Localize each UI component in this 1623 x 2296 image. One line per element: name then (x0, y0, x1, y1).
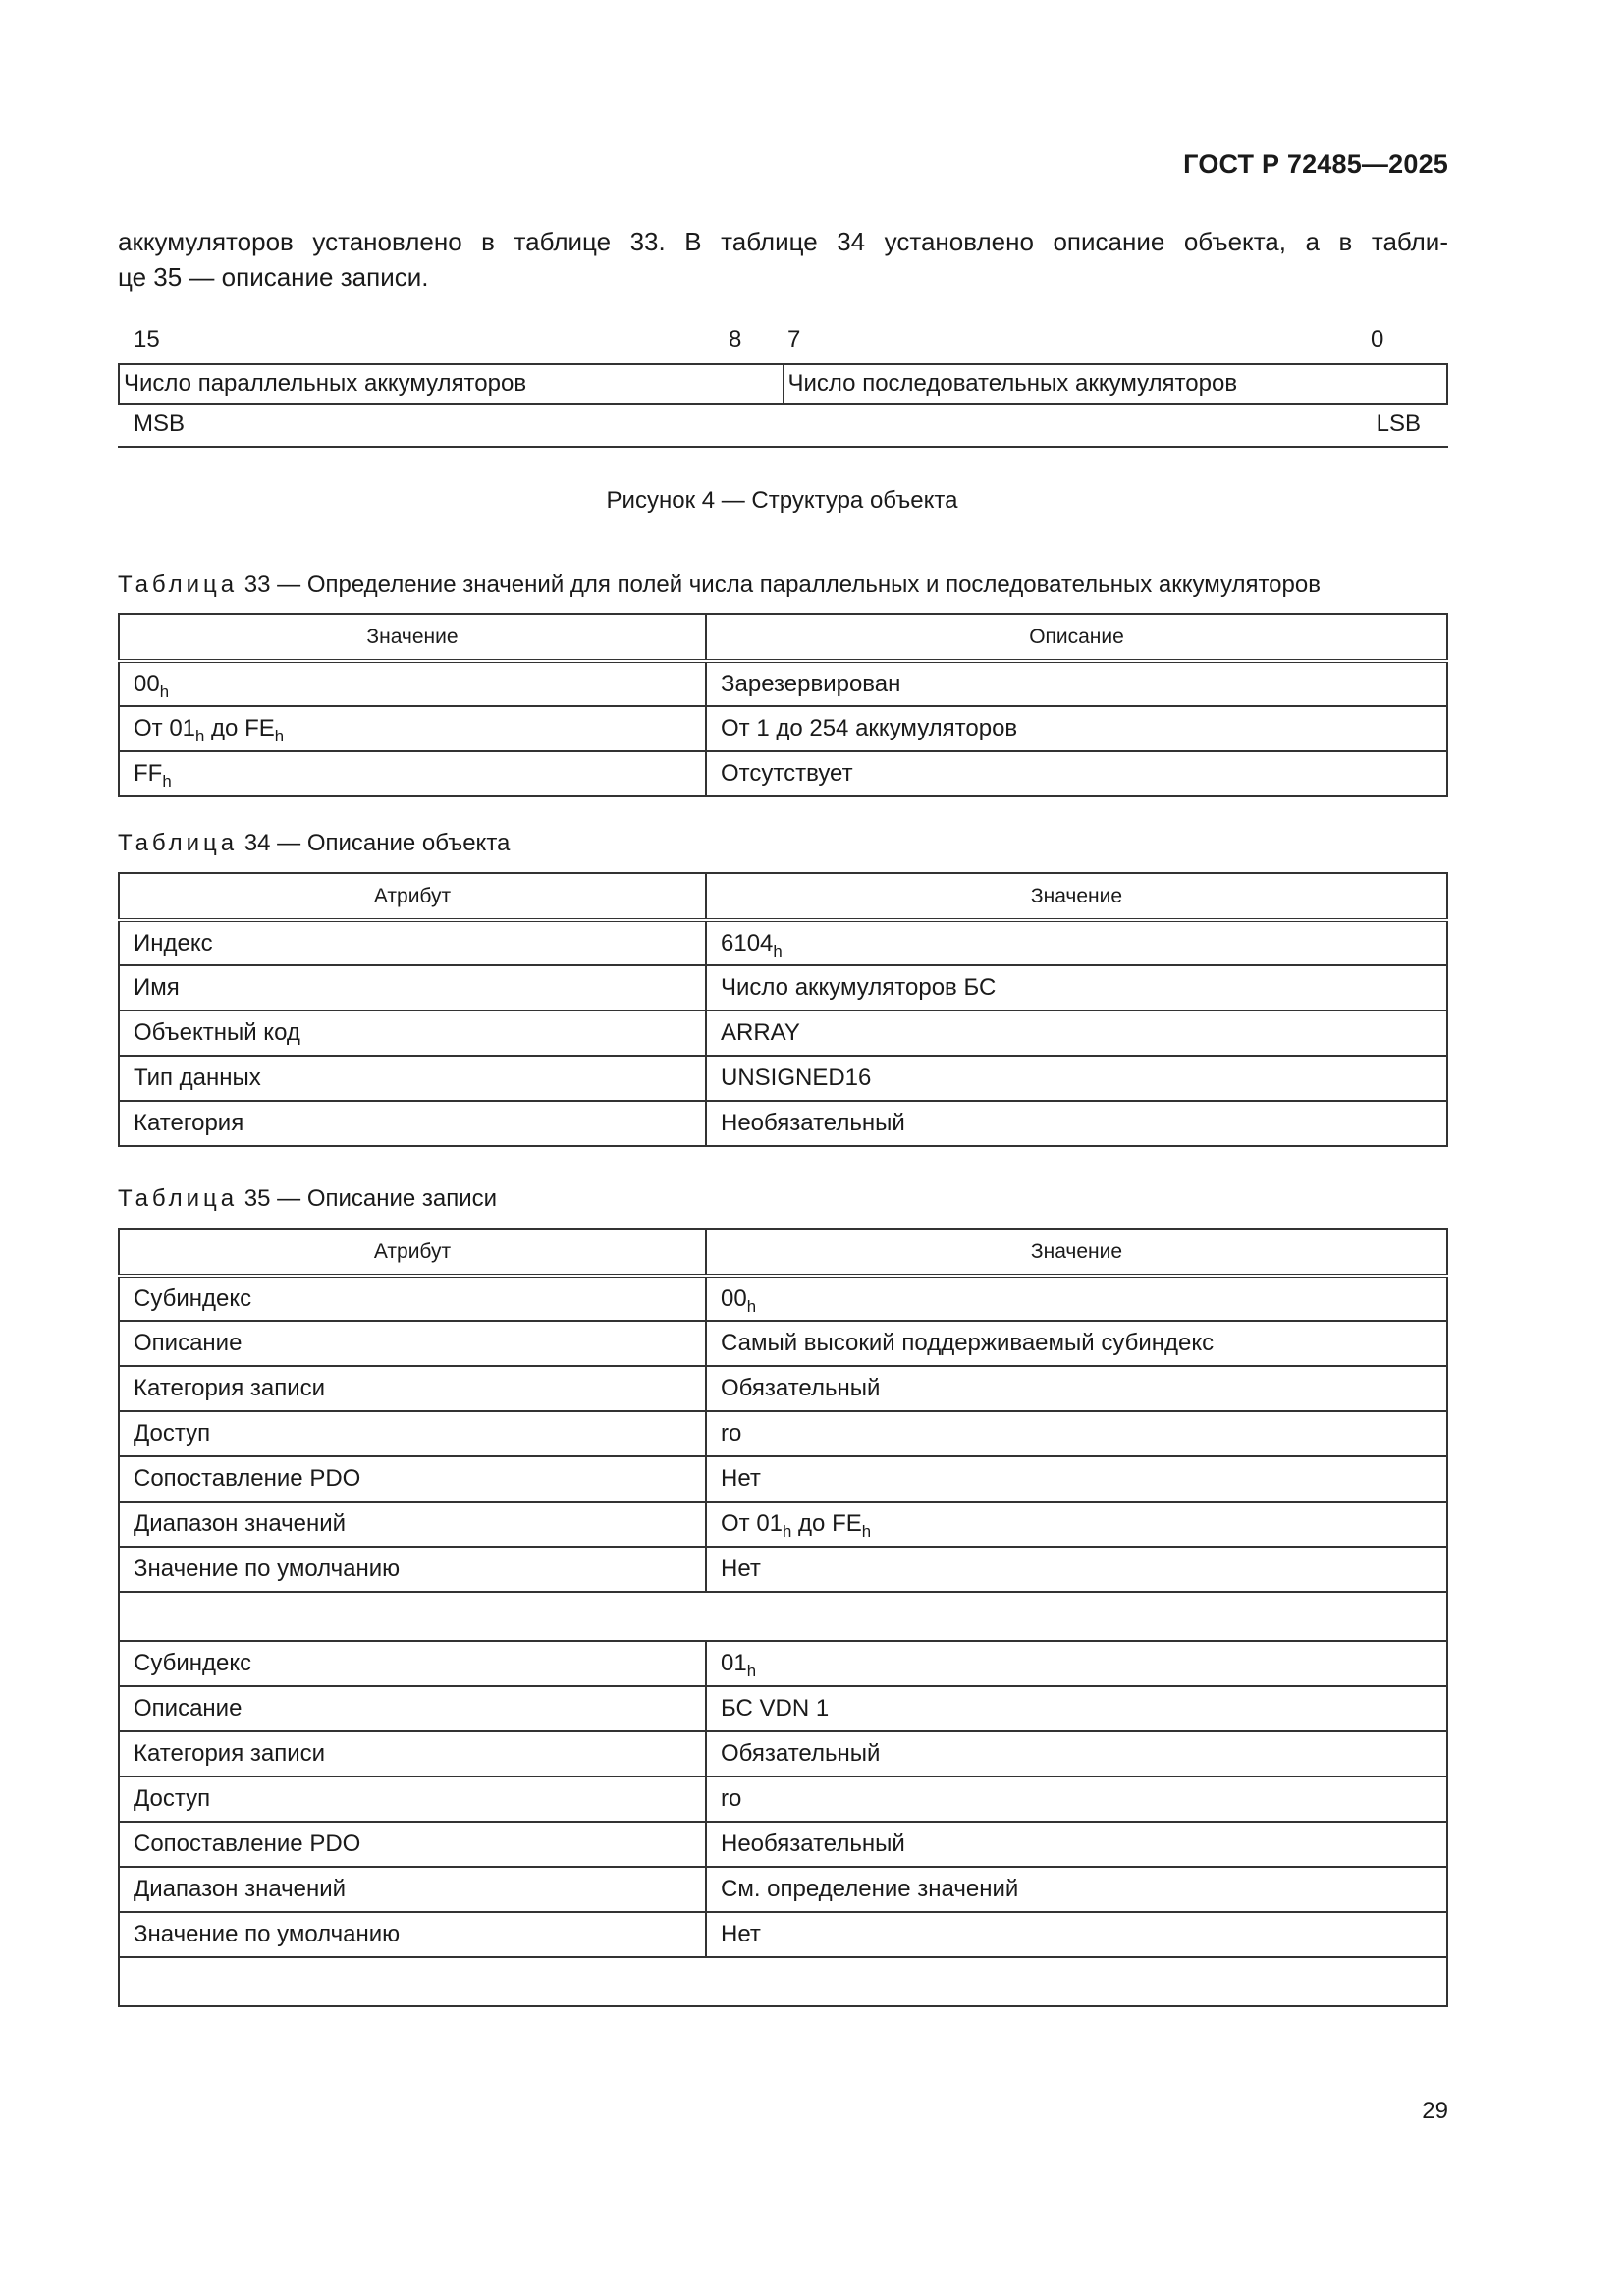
table-word: Таблица (118, 1185, 239, 1212)
value-cell: $6104_h$ (706, 920, 1447, 965)
header-cell: Атрибут (119, 873, 706, 920)
attribute-cell: Описание (119, 1321, 706, 1366)
intro-paragraph (118, 224, 1448, 295)
separator-row (119, 1957, 1447, 2006)
description-cell: Зарезервирован (706, 661, 1447, 706)
value-cell: $01_h$ (706, 1641, 1447, 1686)
table-row (119, 1641, 1447, 1686)
attribute-cell: Субиндекс (119, 1276, 706, 1321)
attribute-cell: Сопоставление PDO (119, 1456, 706, 1502)
value-cell: ro (706, 1777, 1447, 1822)
table-35-title: 35 — Описание записи (243, 1185, 498, 1212)
figure-caption: Рисунок 4 — Структура объекта (606, 487, 958, 514)
value-cell: $FF_h$ (119, 751, 706, 796)
attribute-cell: Тип данных (119, 1056, 706, 1101)
value-cell: Обязательный (706, 1366, 1447, 1411)
bit-7: 7 (787, 326, 801, 353)
table-row (119, 1547, 1447, 1592)
table-row (119, 661, 1447, 706)
table-row (119, 1321, 1447, 1366)
value-cell: От $01_h$ до $FE_h$ (119, 706, 706, 751)
attribute-cell: Значение по умолчанию (119, 1547, 706, 1592)
table-33-title: 33 — Определение значений для полей числа параллельных и последовательных аккумуляторов (243, 572, 1321, 598)
msb-label: MSB (134, 410, 186, 437)
header-cell: Атрибут (119, 1229, 706, 1276)
value-cell: Число аккумуляторов БС (706, 965, 1447, 1011)
attribute-cell: Индекс (119, 920, 706, 965)
table-header-row (119, 873, 1447, 920)
table-35 (118, 1228, 1448, 2007)
value-cell: См. определение значений (706, 1867, 1447, 1912)
value-cell: Самый высокий поддерживаемый субиндекс (706, 1321, 1447, 1366)
attribute-cell: Описание (119, 1686, 706, 1731)
table-row (119, 1456, 1447, 1502)
document-code: ГОСТ Р 72485—2025 (1183, 149, 1448, 179)
value-cell: Необязательный (706, 1101, 1447, 1146)
table-34-caption (118, 830, 510, 857)
bit-8: 8 (729, 326, 742, 353)
empty-cell (119, 1592, 1447, 1641)
field-parallel-count: Число параллельных аккумуляторов (124, 370, 527, 397)
lsb-label: LSB (1376, 410, 1421, 437)
table-row (119, 1101, 1447, 1146)
attribute-cell: Имя (119, 965, 706, 1011)
table-row (119, 1056, 1447, 1101)
table-header-row (119, 614, 1447, 661)
intro-line-2: це 35 — описание записи. (118, 262, 429, 292)
attribute-cell: Объектный код (119, 1011, 706, 1056)
table-row (119, 920, 1447, 965)
table-35-caption (118, 1185, 497, 1213)
table-row (119, 1867, 1447, 1912)
header-cell: Значение (119, 614, 706, 661)
table-34-title: 34 — Описание объекта (243, 830, 511, 856)
table-row (119, 1011, 1447, 1056)
register-structure (118, 363, 1448, 405)
table-row (119, 1411, 1447, 1456)
bit-0: 0 (1371, 326, 1384, 353)
table-header-row (119, 1229, 1447, 1276)
value-cell: ro (706, 1411, 1447, 1456)
attribute-cell: Субиндекс (119, 1641, 706, 1686)
table-row (119, 1731, 1447, 1777)
value-cell: UNSIGNED16 (706, 1056, 1447, 1101)
attribute-cell: Доступ (119, 1777, 706, 1822)
field-series-count: Число последовательных аккумуляторов (783, 365, 1447, 403)
value-cell: Обязательный (706, 1731, 1447, 1777)
bit-15: 15 (134, 326, 160, 353)
attribute-cell: Сопоставление PDO (119, 1822, 706, 1867)
bit-numbers (118, 326, 1448, 355)
header-cell: Описание (706, 614, 1447, 661)
table-word: Таблица (118, 830, 239, 856)
table-row (119, 965, 1447, 1011)
header-cell: Значение (706, 1229, 1447, 1276)
attribute-cell: Диапазон значений (119, 1502, 706, 1547)
attribute-cell: Значение по умолчанию (119, 1912, 706, 1957)
attribute-cell: Категория записи (119, 1731, 706, 1777)
table-row (119, 1822, 1447, 1867)
table-34 (118, 872, 1448, 1147)
value-cell: ARRAY (706, 1011, 1447, 1056)
attribute-cell: Категория (119, 1101, 706, 1146)
register-msb-lsb (118, 409, 1448, 448)
page-number: 29 (1422, 2098, 1448, 2124)
separator-row (119, 1592, 1447, 1641)
value-cell: Нет (706, 1456, 1447, 1502)
table-row (119, 1366, 1447, 1411)
table-row (119, 1777, 1447, 1822)
table-33 (118, 613, 1448, 797)
header-cell: Значение (706, 873, 1447, 920)
intro-line-1: аккумуляторов установлено в таблице 33. В таблице 34 установлено описание объекта, а в табли- (118, 227, 1448, 256)
table-row (119, 706, 1447, 751)
table-row (119, 1502, 1447, 1547)
table-row (119, 1912, 1447, 1957)
table-row (119, 1276, 1447, 1321)
value-cell: Нет (706, 1547, 1447, 1592)
value-cell: Нет (706, 1912, 1447, 1957)
table-row (119, 751, 1447, 796)
table-33-caption (118, 572, 1321, 599)
value-cell: От $01_h$ до $FE_h$ (706, 1502, 1447, 1547)
value-cell: БС VDN 1 (706, 1686, 1447, 1731)
value-cell: $00_h$ (706, 1276, 1447, 1321)
table-word: Таблица (118, 572, 239, 598)
attribute-cell: Диапазон значений (119, 1867, 706, 1912)
attribute-cell: Категория записи (119, 1366, 706, 1411)
value-cell: $00_h$ (119, 661, 706, 706)
empty-cell (119, 1957, 1447, 2006)
description-cell: От 1 до 254 аккумуляторов (706, 706, 1447, 751)
table-row (119, 1686, 1447, 1731)
attribute-cell: Доступ (119, 1411, 706, 1456)
description-cell: Отсутствует (706, 751, 1447, 796)
value-cell: Необязательный (706, 1822, 1447, 1867)
